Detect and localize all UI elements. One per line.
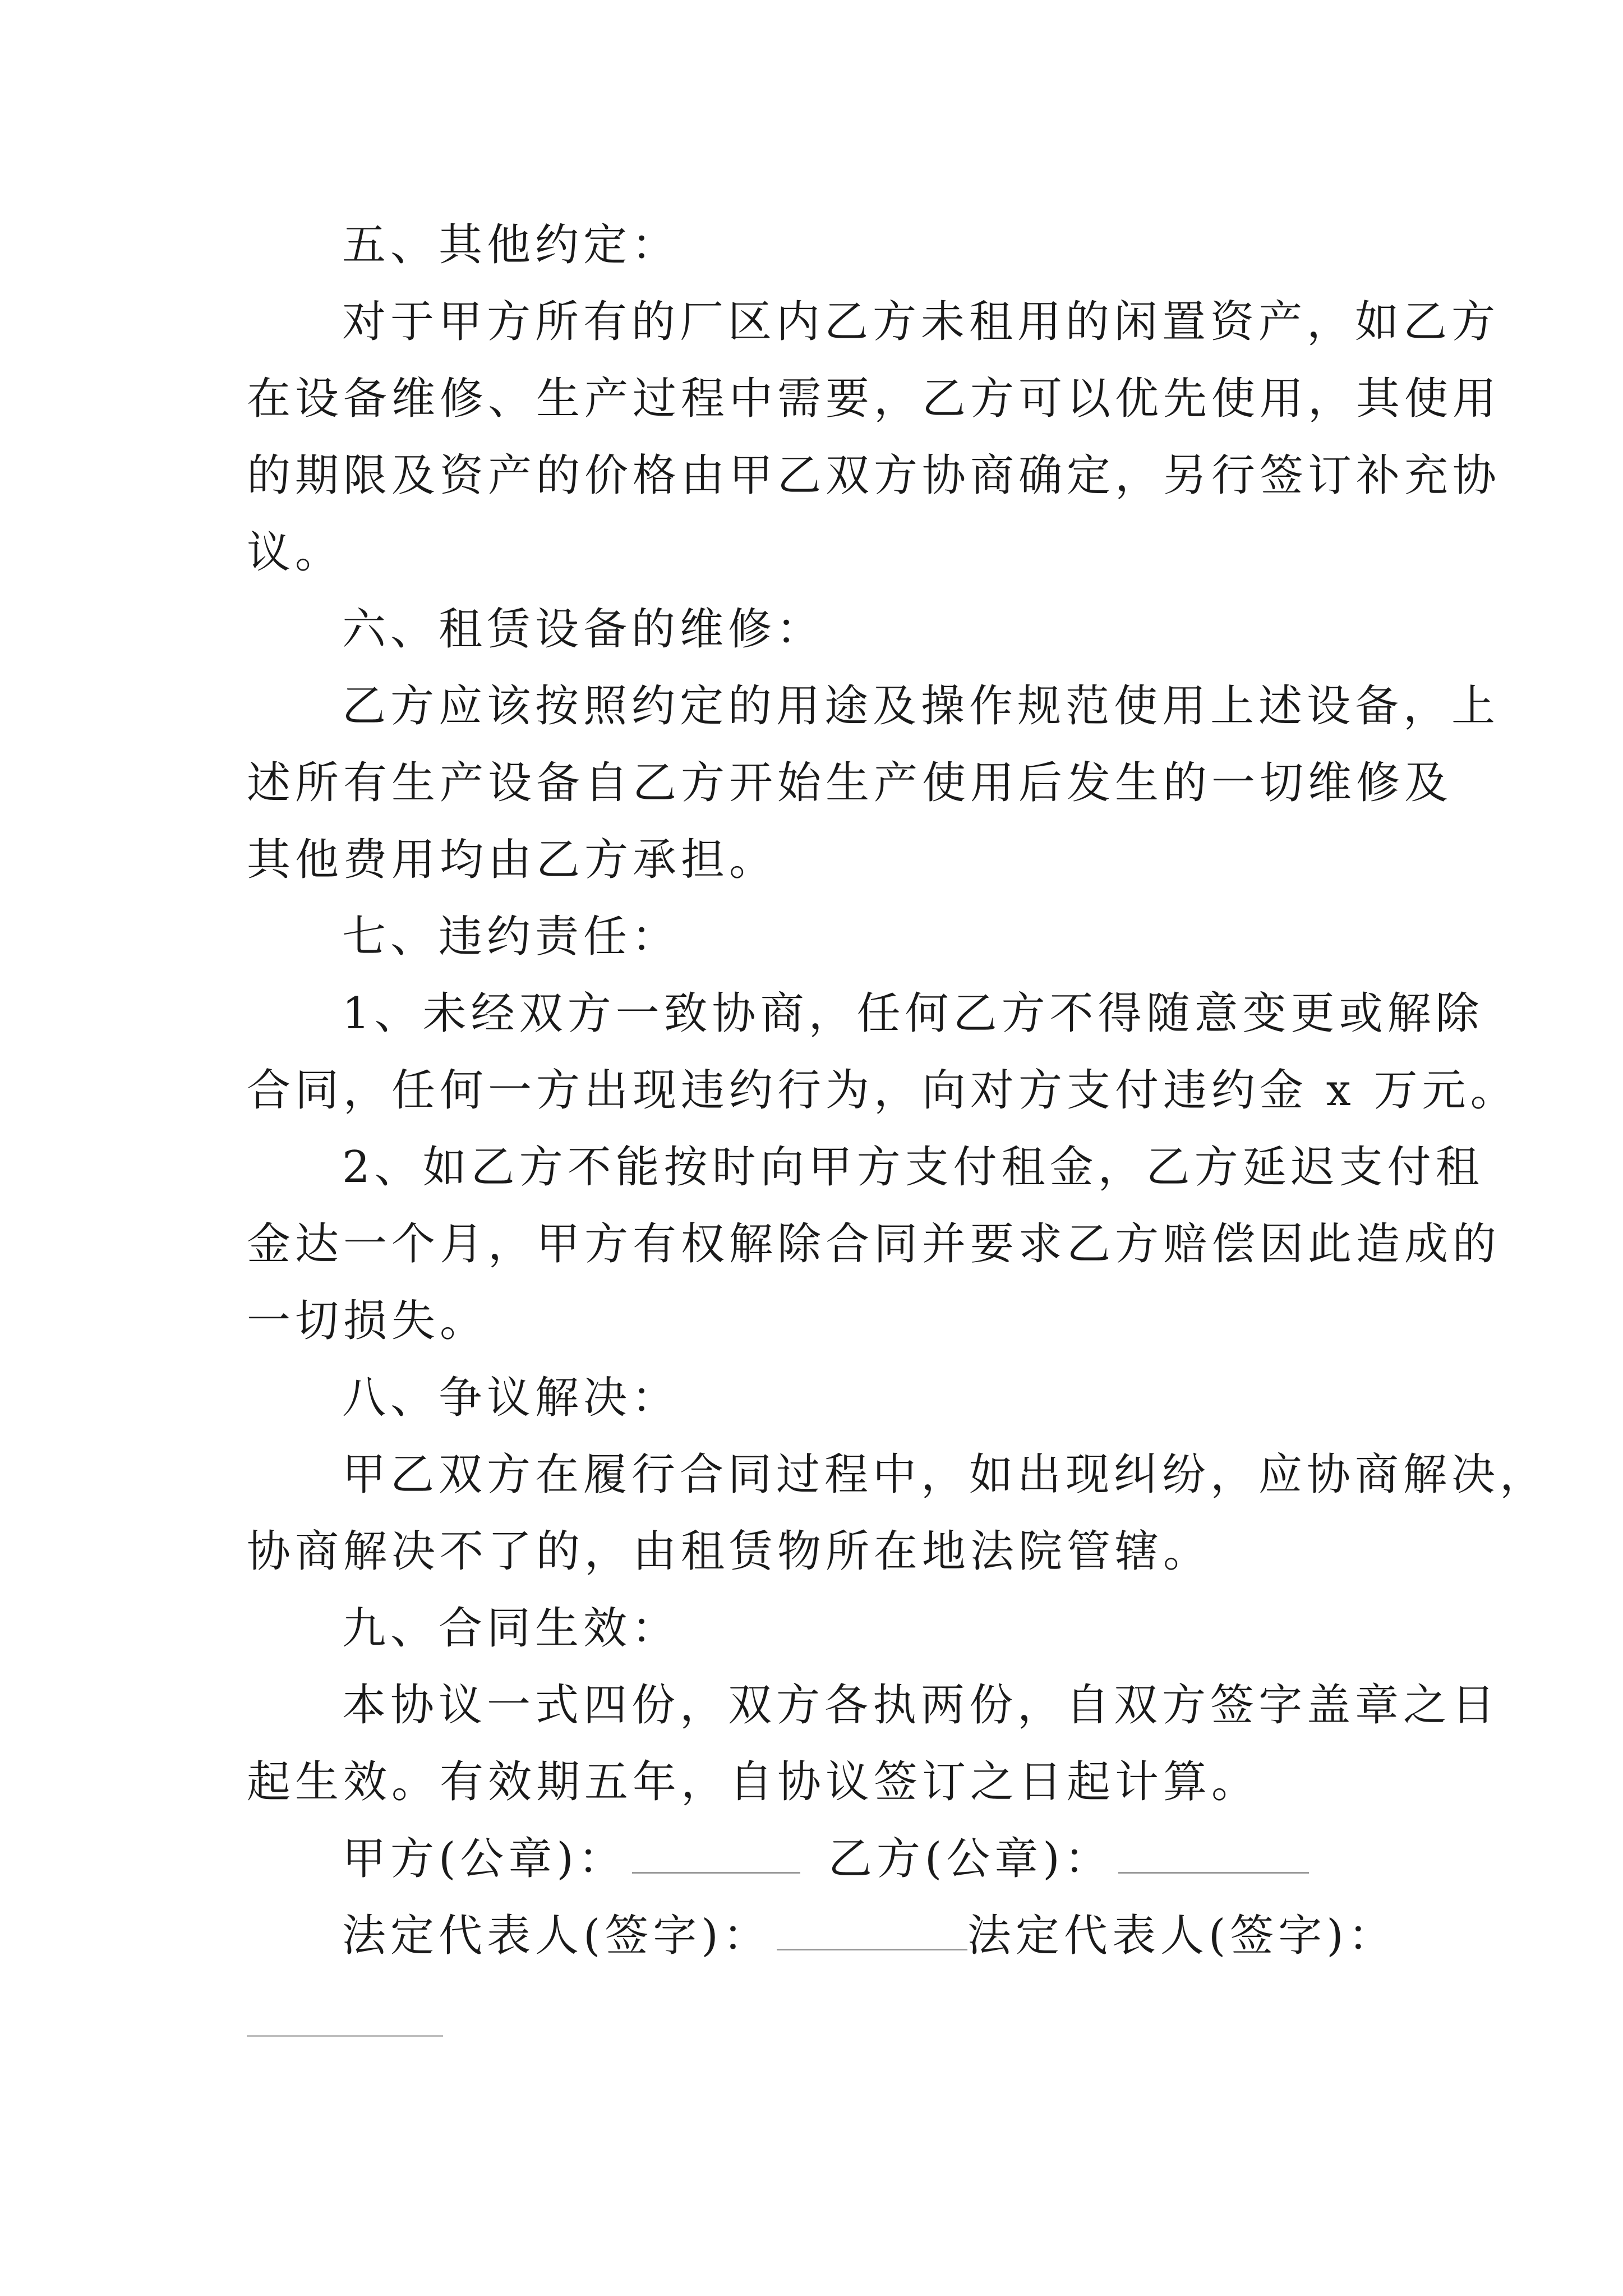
party-b-rep-blank	[247, 2035, 443, 2037]
section-heading-6: 六、租赁设备的维修：	[342, 604, 825, 655]
paragraph-line: 甲乙双方在履行合同过程中，如出现纠纷，应协商解决，	[342, 1450, 1548, 1500]
party-a-seal-blank	[632, 1872, 800, 1874]
party-b-seal-label: 乙方(公章)：	[828, 1834, 1113, 1884]
paragraph-line: 协商解决不了的，由租赁物所在地法院管辖。	[247, 1526, 1212, 1577]
paragraph-line: 乙方应该按照约定的用途及操作规范使用上述设备，上	[342, 681, 1500, 731]
paragraph-line: 起生效。有效期五年，自协议签订之日起计算。	[247, 1757, 1260, 1807]
section-heading-9: 九、合同生效：	[342, 1603, 680, 1654]
paragraph-line: 金达一个月，甲方有权解除合同并要求乙方赔偿因此造成的	[247, 1219, 1501, 1269]
signature-row-seal	[342, 1834, 1309, 1884]
paragraph-line: 1、未经双方一致协商，任何乙方不得随意变更或解除	[342, 988, 1484, 1039]
party-a-rep-blank	[777, 1949, 967, 1950]
paragraph-line: 在设备维修、生产过程中需要，乙方可以优先使用，其使用	[247, 374, 1501, 424]
section-heading-5: 五、其他约定：	[342, 220, 680, 270]
paragraph-line: 对于甲方所有的厂区内乙方未租用的闲置资产，如乙方	[342, 297, 1500, 347]
party-b-rep-label: 法定代表人(签字)：	[967, 1911, 1396, 1961]
party-a-rep-label: 法定代表人(签字)：	[342, 1911, 771, 1961]
paragraph-line: 一切损失。	[247, 1296, 488, 1346]
section-heading-7: 七、违约责任：	[342, 912, 680, 962]
party-a-seal-label: 甲方(公章)：	[342, 1834, 626, 1884]
paragraph-line: 合同，任何一方出现违约行为，向对方支付违约金 x 万元。	[247, 1065, 1519, 1116]
paragraph-line: 议。	[247, 527, 344, 578]
paragraph-line: 本协议一式四份，双方各执两份，自双方签字盖章之日	[342, 1680, 1500, 1731]
paragraph-line: 2、如乙方不能按时向甲方支付租金，乙方延迟支付租	[342, 1142, 1484, 1193]
party-b-seal-blank	[1118, 1872, 1309, 1874]
paragraph-line: 的期限及资产的价格由甲乙双方协商确定，另行签订补充协	[247, 450, 1501, 501]
section-heading-8: 八、争议解决：	[342, 1373, 680, 1423]
signature-row-rep	[342, 1911, 1396, 1961]
paragraph-line: 其他费用均由乙方承担。	[247, 835, 778, 885]
paragraph-line: 述所有生产设备自乙方开始生产使用后发生的一切维修及	[247, 758, 1453, 808]
